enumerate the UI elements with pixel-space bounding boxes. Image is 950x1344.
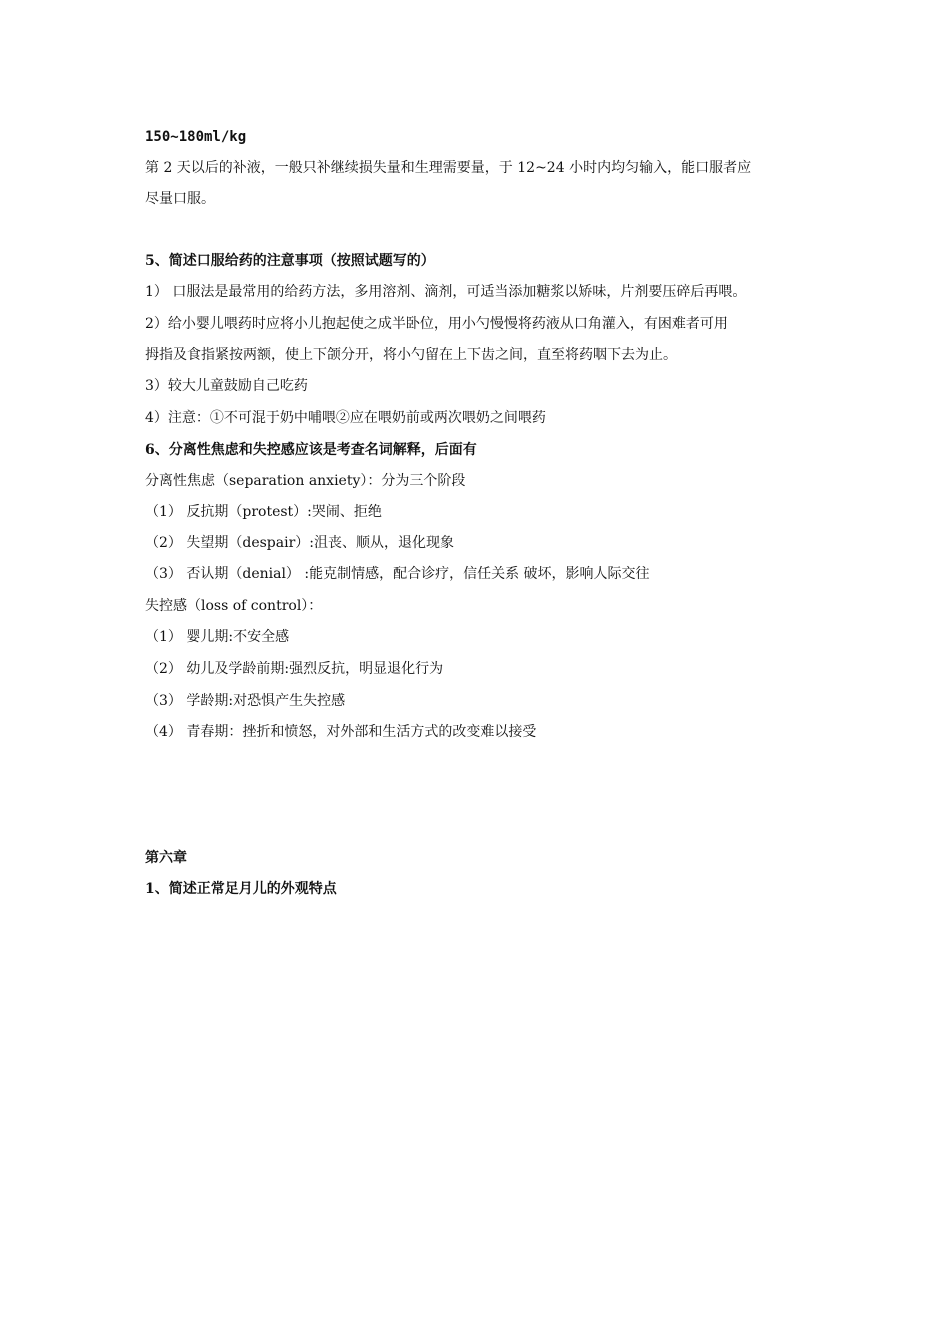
section-5-item-2-line-1: 2）给小婴儿喂药时应将小儿抱起使之成半卧位，用小勺慢慢将药液从口角灌入，有困难者可用 bbox=[145, 316, 728, 332]
section-5-item-3: 3）较大儿童鼓励自己吃药 bbox=[145, 378, 308, 394]
loss-of-control-item: （3） 学龄期:对恐惧产生失控感 bbox=[145, 693, 346, 709]
fluid-rate-text: 150~180ml/kg bbox=[145, 129, 247, 145]
chapter-6-title: 第六章 bbox=[145, 850, 187, 866]
section-6-heading: 6、分离性焦虑和失控感应该是考查名词解释，后面有 bbox=[145, 442, 477, 458]
section-5-item-4: 4）注意：①不可混于奶中哺喂②应在喂奶前或两次喂奶之间喂药 bbox=[145, 410, 546, 426]
separation-anxiety-item: （3） 否认期（denial） :能克制情感，配合诊疗，信任关系 破坏，影响人际交往 bbox=[145, 566, 650, 582]
loss-of-control-item: （2） 幼儿及学龄前期:强烈反抗，明显退化行为 bbox=[145, 661, 444, 677]
chapter-6-question-1: 1、简述正常足月儿的外观特点 bbox=[145, 881, 337, 897]
fluid-paragraph-line-1: 第 2 天以后的补液，一般只补继续损失量和生理需要量，于 12~24 小时内均匀输入，能口服者应 bbox=[145, 160, 752, 176]
section-5-item-2-line-2: 拇指及食指紧按两额，使上下颌分开，将小勺留在上下齿之间，直至将药咽下去为止。 bbox=[145, 347, 677, 363]
separation-anxiety-title: 分离性焦虑（separation anxiety）：分为三个阶段 bbox=[145, 473, 466, 489]
loss-of-control-item: （1） 婴儿期:不安全感 bbox=[145, 629, 290, 645]
fluid-paragraph-line-2: 尽量口服。 bbox=[145, 191, 215, 207]
separation-anxiety-item: （2） 失望期（despair）:沮丧、顺从，退化现象 bbox=[145, 535, 454, 551]
separation-anxiety-item: （1） 反抗期（protest）:哭闹、拒绝 bbox=[145, 504, 382, 520]
section-5-heading: 5、简述口服给药的注意事项（按照试题写的） bbox=[145, 253, 435, 269]
loss-of-control-item: （4） 青春期：挫折和愤怒，对外部和生活方式的改变难以接受 bbox=[145, 724, 537, 740]
loss-of-control-title: 失控感（loss of control）： bbox=[145, 598, 323, 614]
section-5-item-1: 1） 口服法是最常用的给药方法，多用溶剂、滴剂，可适当添加糖浆以矫味，片剂要压碎后再喂。 bbox=[145, 284, 747, 300]
